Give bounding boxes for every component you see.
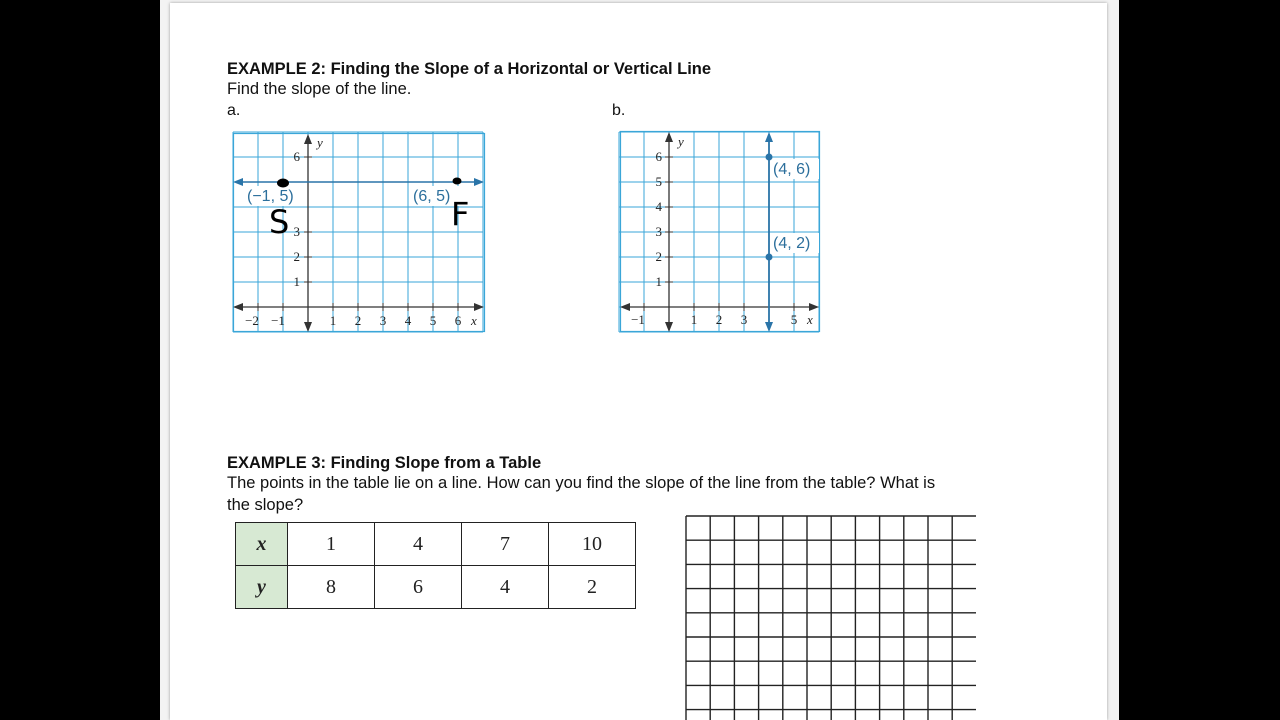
table-cell-x3: 7 [462, 523, 549, 566]
table-cell-x2: 4 [375, 523, 462, 566]
graph-b-ytick-2: 2 [655, 249, 662, 264]
table-header-x: x [236, 523, 288, 566]
graph-a-ytick-2: 2 [293, 249, 300, 264]
graph-a-ytick-3: 3 [293, 224, 300, 239]
table-cell-y2: 6 [375, 566, 462, 609]
graph-a-point-label-2: (6, 5) [413, 188, 451, 205]
part-b-label: b. [612, 102, 626, 119]
table-cell-y1: 8 [288, 566, 375, 609]
graph-a-ytick-6: 6 [293, 149, 300, 164]
graph-b-xtick-5: 5 [790, 312, 798, 327]
graph-a-xtick-5: 5 [429, 313, 437, 328]
table-row-y [236, 566, 636, 609]
graph-a-xtick-6: 6 [454, 313, 462, 328]
example3-question-line1: The points in the table lie on a line. How can you find the slope of the line from the table? What is [227, 474, 936, 492]
graph-a-handwritten-s: S [269, 203, 290, 241]
example3-question-line2: the slope? [227, 496, 304, 514]
example2-title: EXAMPLE 2: Finding the Slope of a Horizontal or Vertical Line [227, 60, 712, 78]
graph-a-handwritten-f: F [451, 195, 470, 233]
graph-b-ytick-3: 3 [655, 224, 662, 239]
graph-b-point-4-2 [766, 254, 773, 261]
example3-title: EXAMPLE 3: Finding Slope from a Table [227, 454, 542, 472]
graph-a-xtick-1: 1 [329, 313, 337, 328]
graph-a-xtick-neg2: −2 [245, 313, 259, 328]
graph-a-xtick-neg1: −1 [271, 313, 285, 328]
example2-instruction: Find the slope of the line. [227, 80, 412, 98]
graph-b [620, 131, 821, 333]
graph-b-ytick-5: 5 [655, 174, 662, 189]
graph-a-point-label-1: (−1, 5) [247, 188, 294, 205]
graph-b-y-label: y [678, 134, 684, 149]
graph-b-point-label-2: (4, 2) [773, 235, 811, 252]
graph-b-ytick-1: 1 [655, 274, 662, 289]
graph-a-xtick-4: 4 [404, 313, 412, 328]
graph-b-ytick-6: 6 [655, 149, 662, 164]
graph-b-xtick-2: 2 [715, 312, 723, 327]
xy-table [235, 522, 636, 609]
table-cell-x4: 10 [549, 523, 636, 566]
graph-b-x-label: x [807, 312, 813, 327]
graph-a-xtick-2: 2 [354, 313, 362, 328]
blank-grid-lines [686, 516, 976, 720]
graph-a-xtick-3: 3 [379, 313, 387, 328]
graph-b-xtick-neg1: −1 [631, 312, 645, 327]
graph-a-ink-dot-end [453, 178, 462, 185]
graph-b-xtick-3: 3 [740, 312, 748, 327]
table-cell-y4: 2 [549, 566, 636, 609]
table-row-x [236, 523, 636, 566]
blank-graph-grid [685, 515, 978, 720]
table-cell-x1: 1 [288, 523, 375, 566]
table-cell-y3: 4 [462, 566, 549, 609]
graph-b-point-4-6 [766, 154, 773, 161]
graph-b-point-label-1: (4, 6) [773, 161, 811, 178]
graph-b-xtick-1: 1 [690, 312, 698, 327]
graph-a-ink-dot-start [277, 179, 289, 188]
graph-a-ytick-1: 1 [293, 274, 300, 289]
graph-a-x-label: x [471, 313, 477, 328]
graph-b-ytick-4: 4 [655, 199, 662, 214]
part-a-label: a. [227, 102, 241, 119]
graph-a-y-label: y [317, 135, 323, 150]
graph-a [233, 133, 486, 333]
table-header-y: y [236, 566, 288, 609]
